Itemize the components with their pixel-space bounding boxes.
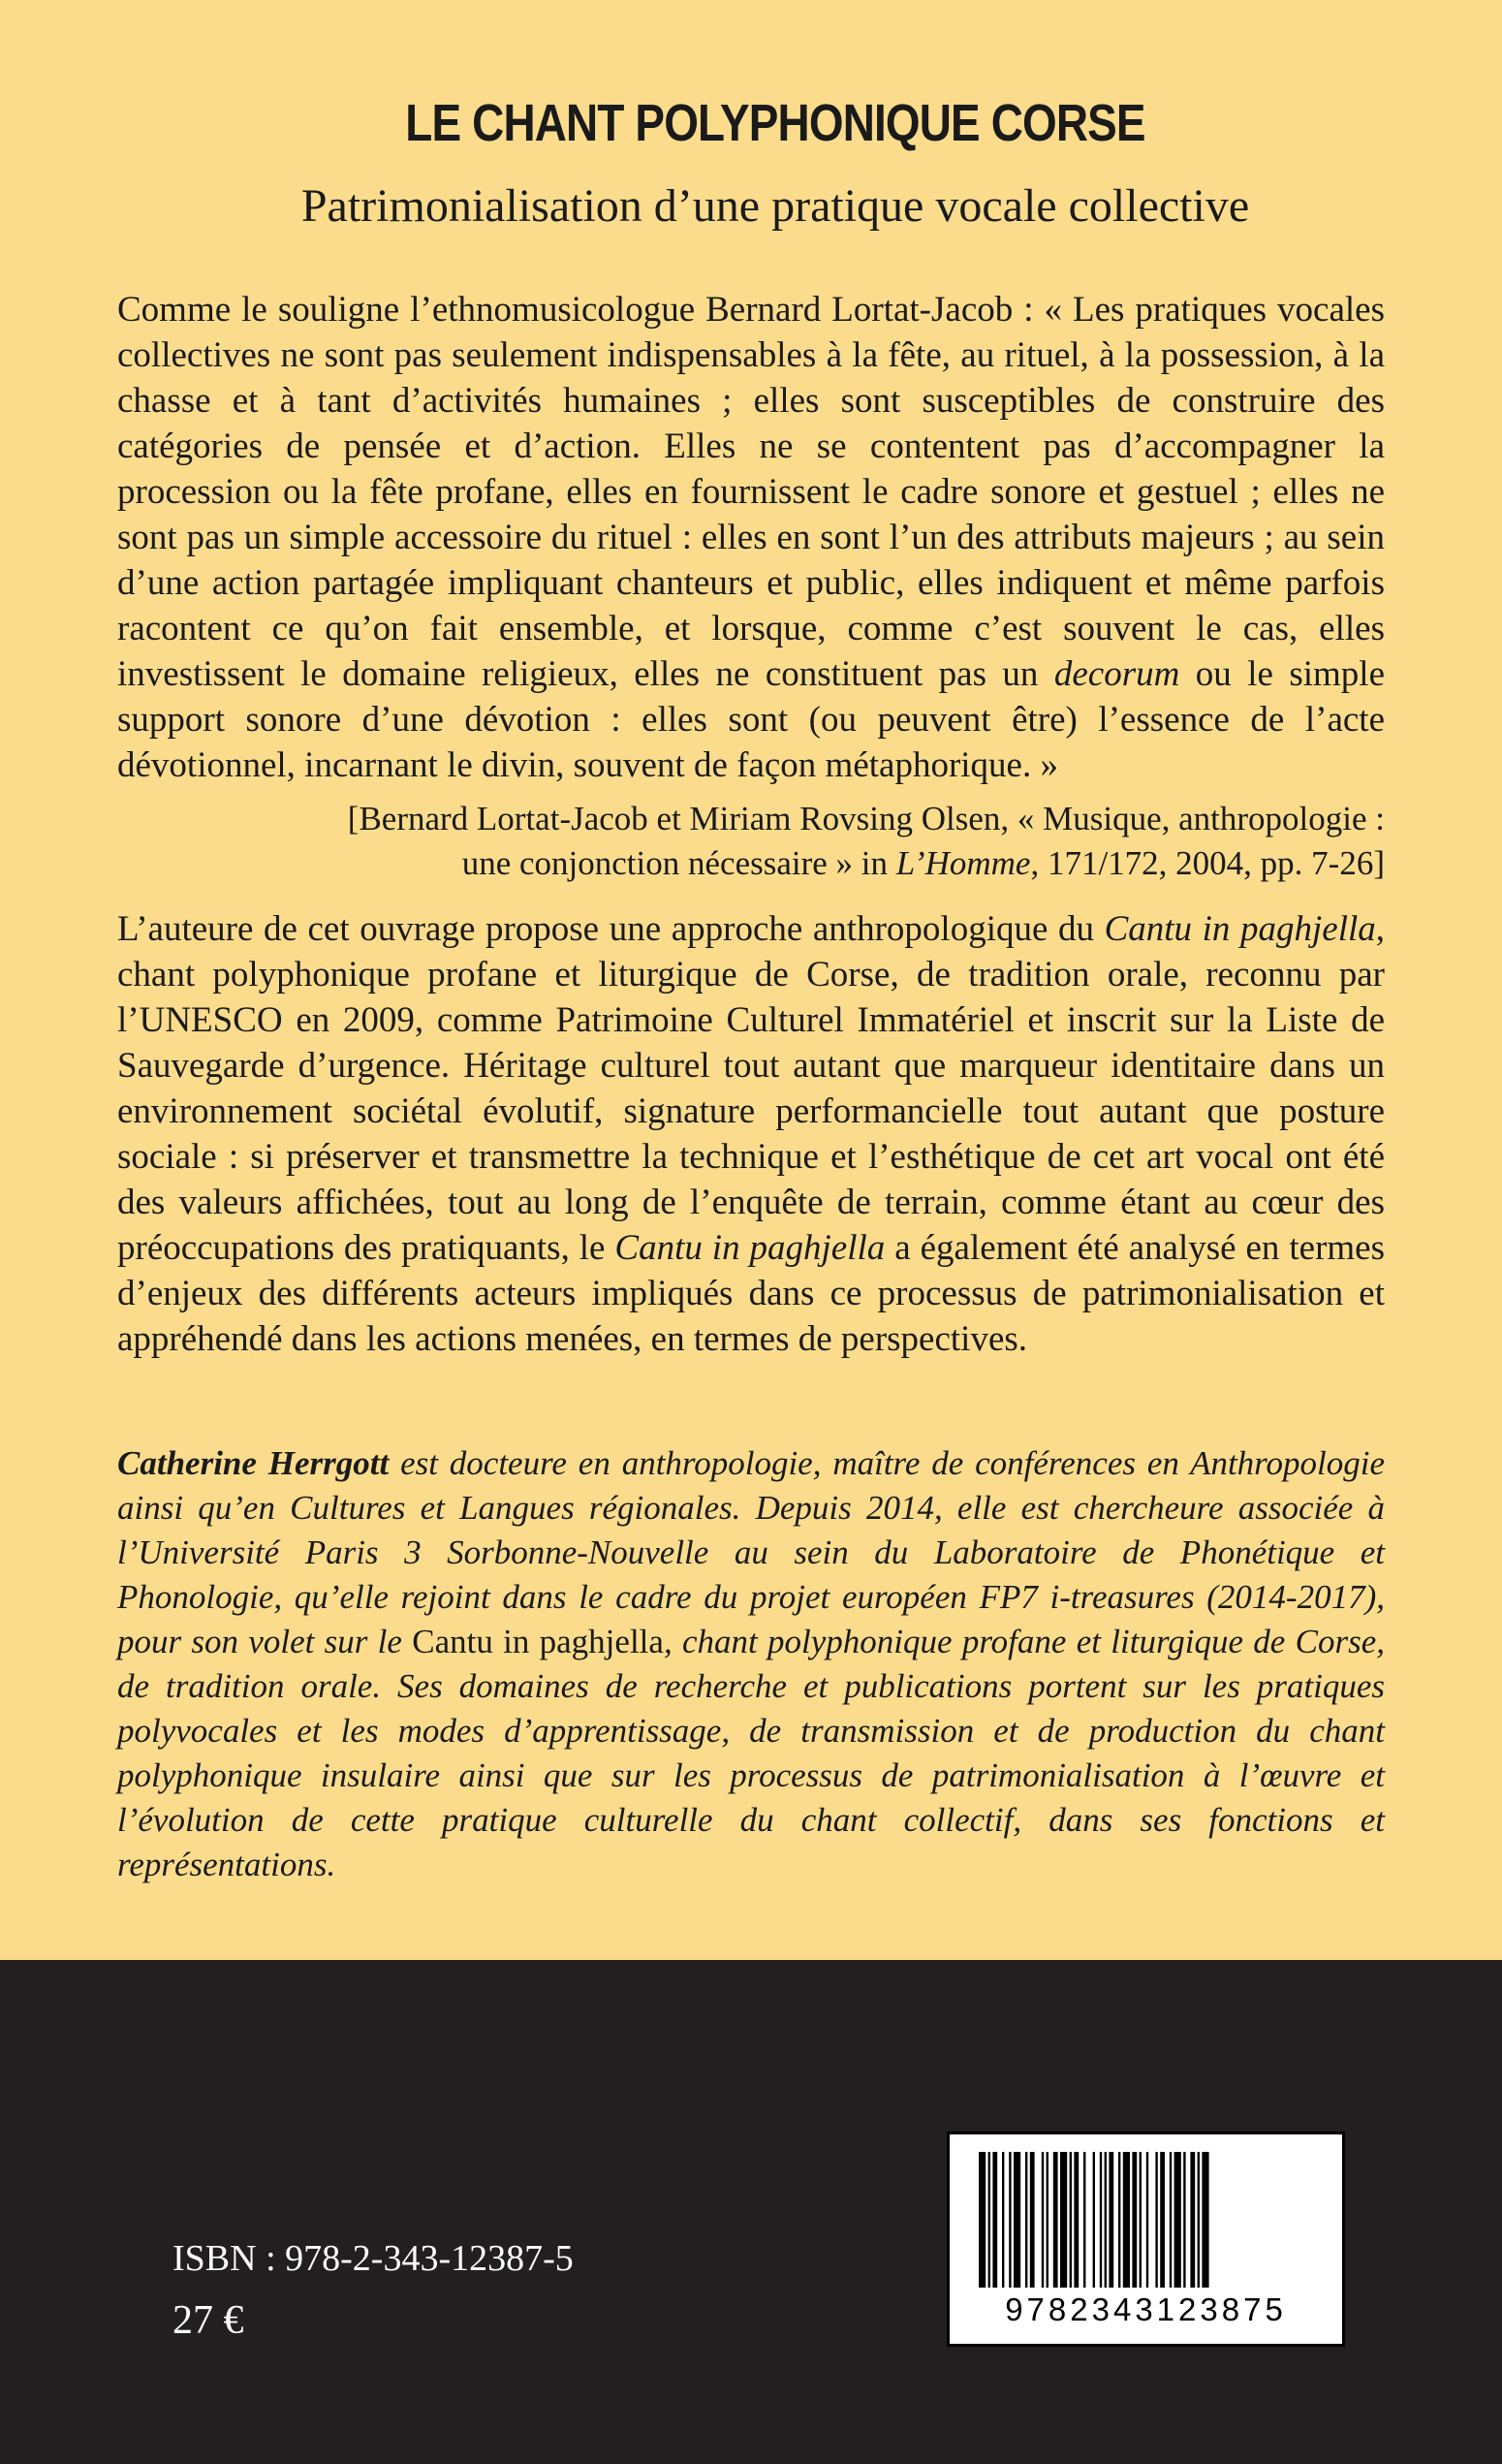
barcode-bar bbox=[992, 2152, 997, 2288]
barcode-bars bbox=[979, 2152, 1313, 2288]
barcode-bar bbox=[1170, 2152, 1172, 2288]
citation-line1: [Bernard Lortat-Jacob et Miriam Rovsing Olsen, « Musique, anthropologie : bbox=[347, 800, 1385, 837]
barcode-bar bbox=[1183, 2152, 1185, 2288]
barcode-bar bbox=[1002, 2152, 1004, 2288]
author-bio-part1: est docteure en anthropologie, maître de conférences en Anthropologie ainsi qu’en Cultures et Langues régionales. Depuis 2014, elle est chercheure associée à l’Université Paris 3 Sorbonne-Nouvelle au sein du Laboratoire de Phonétique et Phonologie, qu’elle rejoint dans le cadre du projet européen FP7 i-treasures (2014-2017), pour son volet sur le bbox=[117, 1444, 1385, 1660]
barcode bbox=[947, 2132, 1345, 2347]
barcode-bar bbox=[1030, 2152, 1035, 2288]
quote-text-after: ou le simple support sonore d’une dévotion : elles sont (ou peuvent être) l’essence de l’acte dévotionnel, incarnant le divin, souvent de façon métaphorique. » bbox=[117, 654, 1385, 785]
citation-journal: L’Homme bbox=[895, 844, 1031, 882]
barcode-bar bbox=[1070, 2152, 1072, 2288]
citation-line2-end: , 171/172, 2004, pp. 7-26] bbox=[1030, 844, 1385, 882]
barcode-bar bbox=[1160, 2152, 1165, 2288]
citation bbox=[173, 797, 1385, 886]
barcode-bar bbox=[1118, 2152, 1120, 2288]
book-title: LE CHANT POLYPHONIQUE CORSE bbox=[405, 94, 1145, 152]
summary-term2: Cantu in paghjella bbox=[614, 1228, 886, 1268]
barcode-bar bbox=[1155, 2152, 1157, 2288]
citation-line2: une conjonction nécessaire » in bbox=[461, 844, 896, 882]
barcode-bar bbox=[1109, 2152, 1113, 2288]
barcode-bar bbox=[1074, 2152, 1079, 2288]
summary-term1: Cantu in paghjella bbox=[1104, 909, 1376, 949]
summary-part3: a également été analysé en termes d’enjeux des différents acteurs impliqués dans ce processus de patrimonialisation et appréhendé dans les actions menées, en termes de perspectives. bbox=[117, 1228, 1385, 1359]
barcode-bar bbox=[1053, 2152, 1058, 2288]
quote-italic-word: decorum bbox=[1053, 654, 1180, 694]
barcode-bar bbox=[988, 2152, 990, 2288]
summary-part1: L’auteure de cet ouvrage propose une approche anthropologique du bbox=[117, 909, 1105, 949]
barcode-digits: 9782343123875 bbox=[1005, 2291, 1287, 2327]
book-subtitle: Patrimonialisation d’une pratique vocale collective bbox=[300, 180, 1250, 232]
barcode-bar bbox=[1100, 2152, 1102, 2288]
author-name: Catherine Herrgott bbox=[117, 1444, 390, 1482]
summary-paragraph bbox=[117, 906, 1385, 1362]
barcode-bar bbox=[1042, 2152, 1044, 2288]
barcode-bar bbox=[1083, 2152, 1085, 2288]
barcode-bar bbox=[1105, 2152, 1107, 2288]
price: 27 € bbox=[172, 2298, 244, 2343]
barcode-bar bbox=[1060, 2152, 1067, 2288]
barcode-bar bbox=[1198, 2152, 1200, 2288]
barcode-bar bbox=[1202, 2152, 1208, 2288]
barcode-bar bbox=[1140, 2152, 1142, 2288]
author-bio-term: Cantu in paghjella bbox=[412, 1623, 664, 1660]
quote-paragraph bbox=[117, 287, 1385, 788]
summary-part2: , chant polyphonique profane et liturgique de Corse, de tradition orale, reconnu par l’UNESCO en 2009, comme Patrimoine Culturel Immatériel et inscrit sur la Liste de Sauvegarde d’urgence. Héritage culturel tout autant que marqueur identitaire dans un environnement sociétal évolutif, signature performancielle tout autant que posture sociale : si préserver et transmettre la technique et l’esthétique de cet art vocal ont été des valeurs affichées, tout au long de l’enquête de terrain, comme étant au cœur des préoccupations des pratiquants, le bbox=[117, 909, 1386, 1268]
barcode-bar bbox=[1093, 2152, 1095, 2288]
barcode-bar bbox=[1174, 2152, 1181, 2288]
author-bio bbox=[117, 1441, 1385, 1887]
barcode-bar bbox=[979, 2152, 986, 2288]
barcode-bar bbox=[1014, 2152, 1020, 2288]
barcode-bar bbox=[1123, 2152, 1130, 2288]
barcode-bar bbox=[1025, 2152, 1027, 2288]
barcode-bar bbox=[1146, 2152, 1148, 2288]
barcode-bar bbox=[1047, 2152, 1048, 2288]
author-bio-part2: , chant polyphonique profane et liturgique de Corse, de tradition orale. Ses domaines de recherche et publications portent sur les pratiques polyvocales et les modes d’apprentissage, de transmission et de production du chant polyphonique insulaire ainsi que sur les processus de patrimonialisation à l’œuvre et l’évolution de cette pratique culturelle du chant collectif, dans ses fonctions et représentations. bbox=[117, 1623, 1386, 1883]
quote-text-before: Comme le souligne l’ethnomusicologue Bernard Lortat-Jacob : « Les pratiques vocales collectives ne sont pas seulement indispensables à la fête, au rituel, à la possession, à la chasse et à tant d’activités humaines ; elles sont susceptibles de construire des catégories de pensée et d’action. Elles ne se contentent pas d’accompagner la procession ou la fête profane, elles en fournissent le cadre sonore et gestuel ; elles ne sont pas un simple accessoire du rituel : elles en sont l’un des attributs majeurs ; au sein d’une action partagée impliquant chanteurs et public, elles indiquent et même parfois racontent ce qu’on fait ensemble, et lorsque, comme c’est souvent le cas, elles investissent le domaine religieux, elles ne constituent pas un bbox=[117, 290, 1385, 694]
barcode-bar bbox=[1190, 2152, 1195, 2288]
isbn: ISBN : 978-2-343-12387-5 bbox=[172, 2238, 574, 2279]
barcode-bar bbox=[1132, 2152, 1137, 2288]
barcode-bar bbox=[1009, 2152, 1011, 2288]
